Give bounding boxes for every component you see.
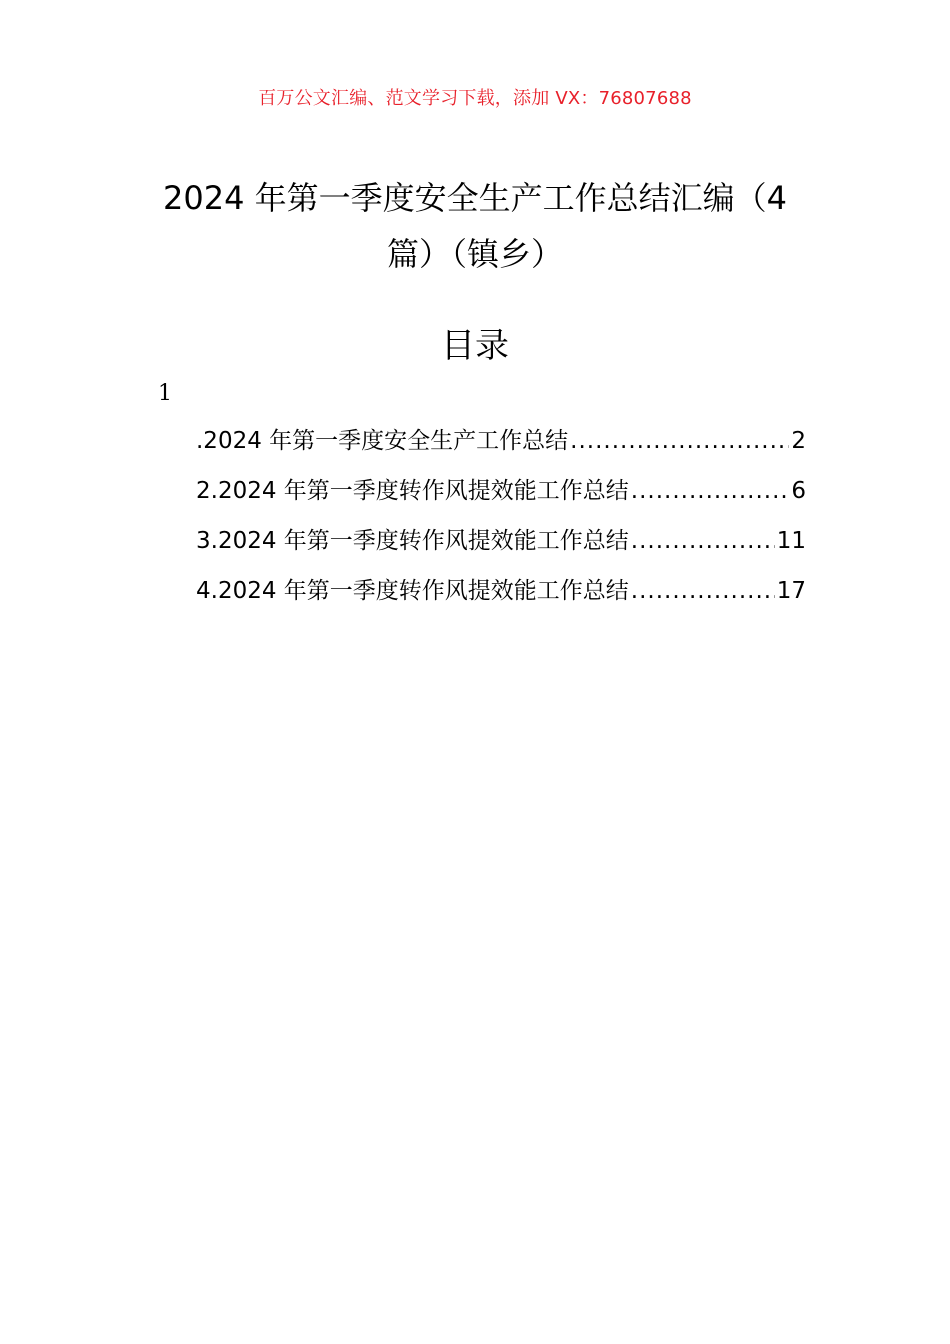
toc-item-label: 2.2024 年第一季度转作风提效能工作总结 xyxy=(196,478,629,504)
toc-leader-dots xyxy=(631,578,775,604)
toc-leader-dots xyxy=(570,428,789,454)
document-title-line-2: 篇）（镇乡） xyxy=(386,235,563,273)
document-title xyxy=(140,170,810,282)
header-note: 百万公文汇编、范文学习下载，添加 VX：76807688 xyxy=(258,88,692,109)
toc-item-label: 3.2024 年第一季度转作风提效能工作总结 xyxy=(196,528,629,554)
toc-item[interactable] xyxy=(196,422,806,472)
toc-item[interactable] xyxy=(196,472,806,522)
toc-heading: 目录 xyxy=(441,326,509,366)
toc-item-page: 11 xyxy=(776,528,806,554)
toc-item-page: 2 xyxy=(791,428,806,454)
toc-item-page: 6 xyxy=(791,478,806,504)
toc-item[interactable] xyxy=(196,522,806,572)
toc-item[interactable] xyxy=(196,572,806,622)
toc-item-page: 17 xyxy=(776,578,806,604)
document-title-line-1: 2024 年第一季度安全生产工作总结汇编（4 xyxy=(163,179,787,217)
toc-item-label: 4.2024 年第一季度转作风提效能工作总结 xyxy=(196,578,629,604)
stray-number: 1 xyxy=(158,381,172,406)
toc-item-label: .2024 年第一季度安全生产工作总结 xyxy=(196,428,569,454)
toc-list xyxy=(196,422,806,622)
toc-leader-dots xyxy=(631,528,775,554)
toc-leader-dots xyxy=(631,478,790,504)
